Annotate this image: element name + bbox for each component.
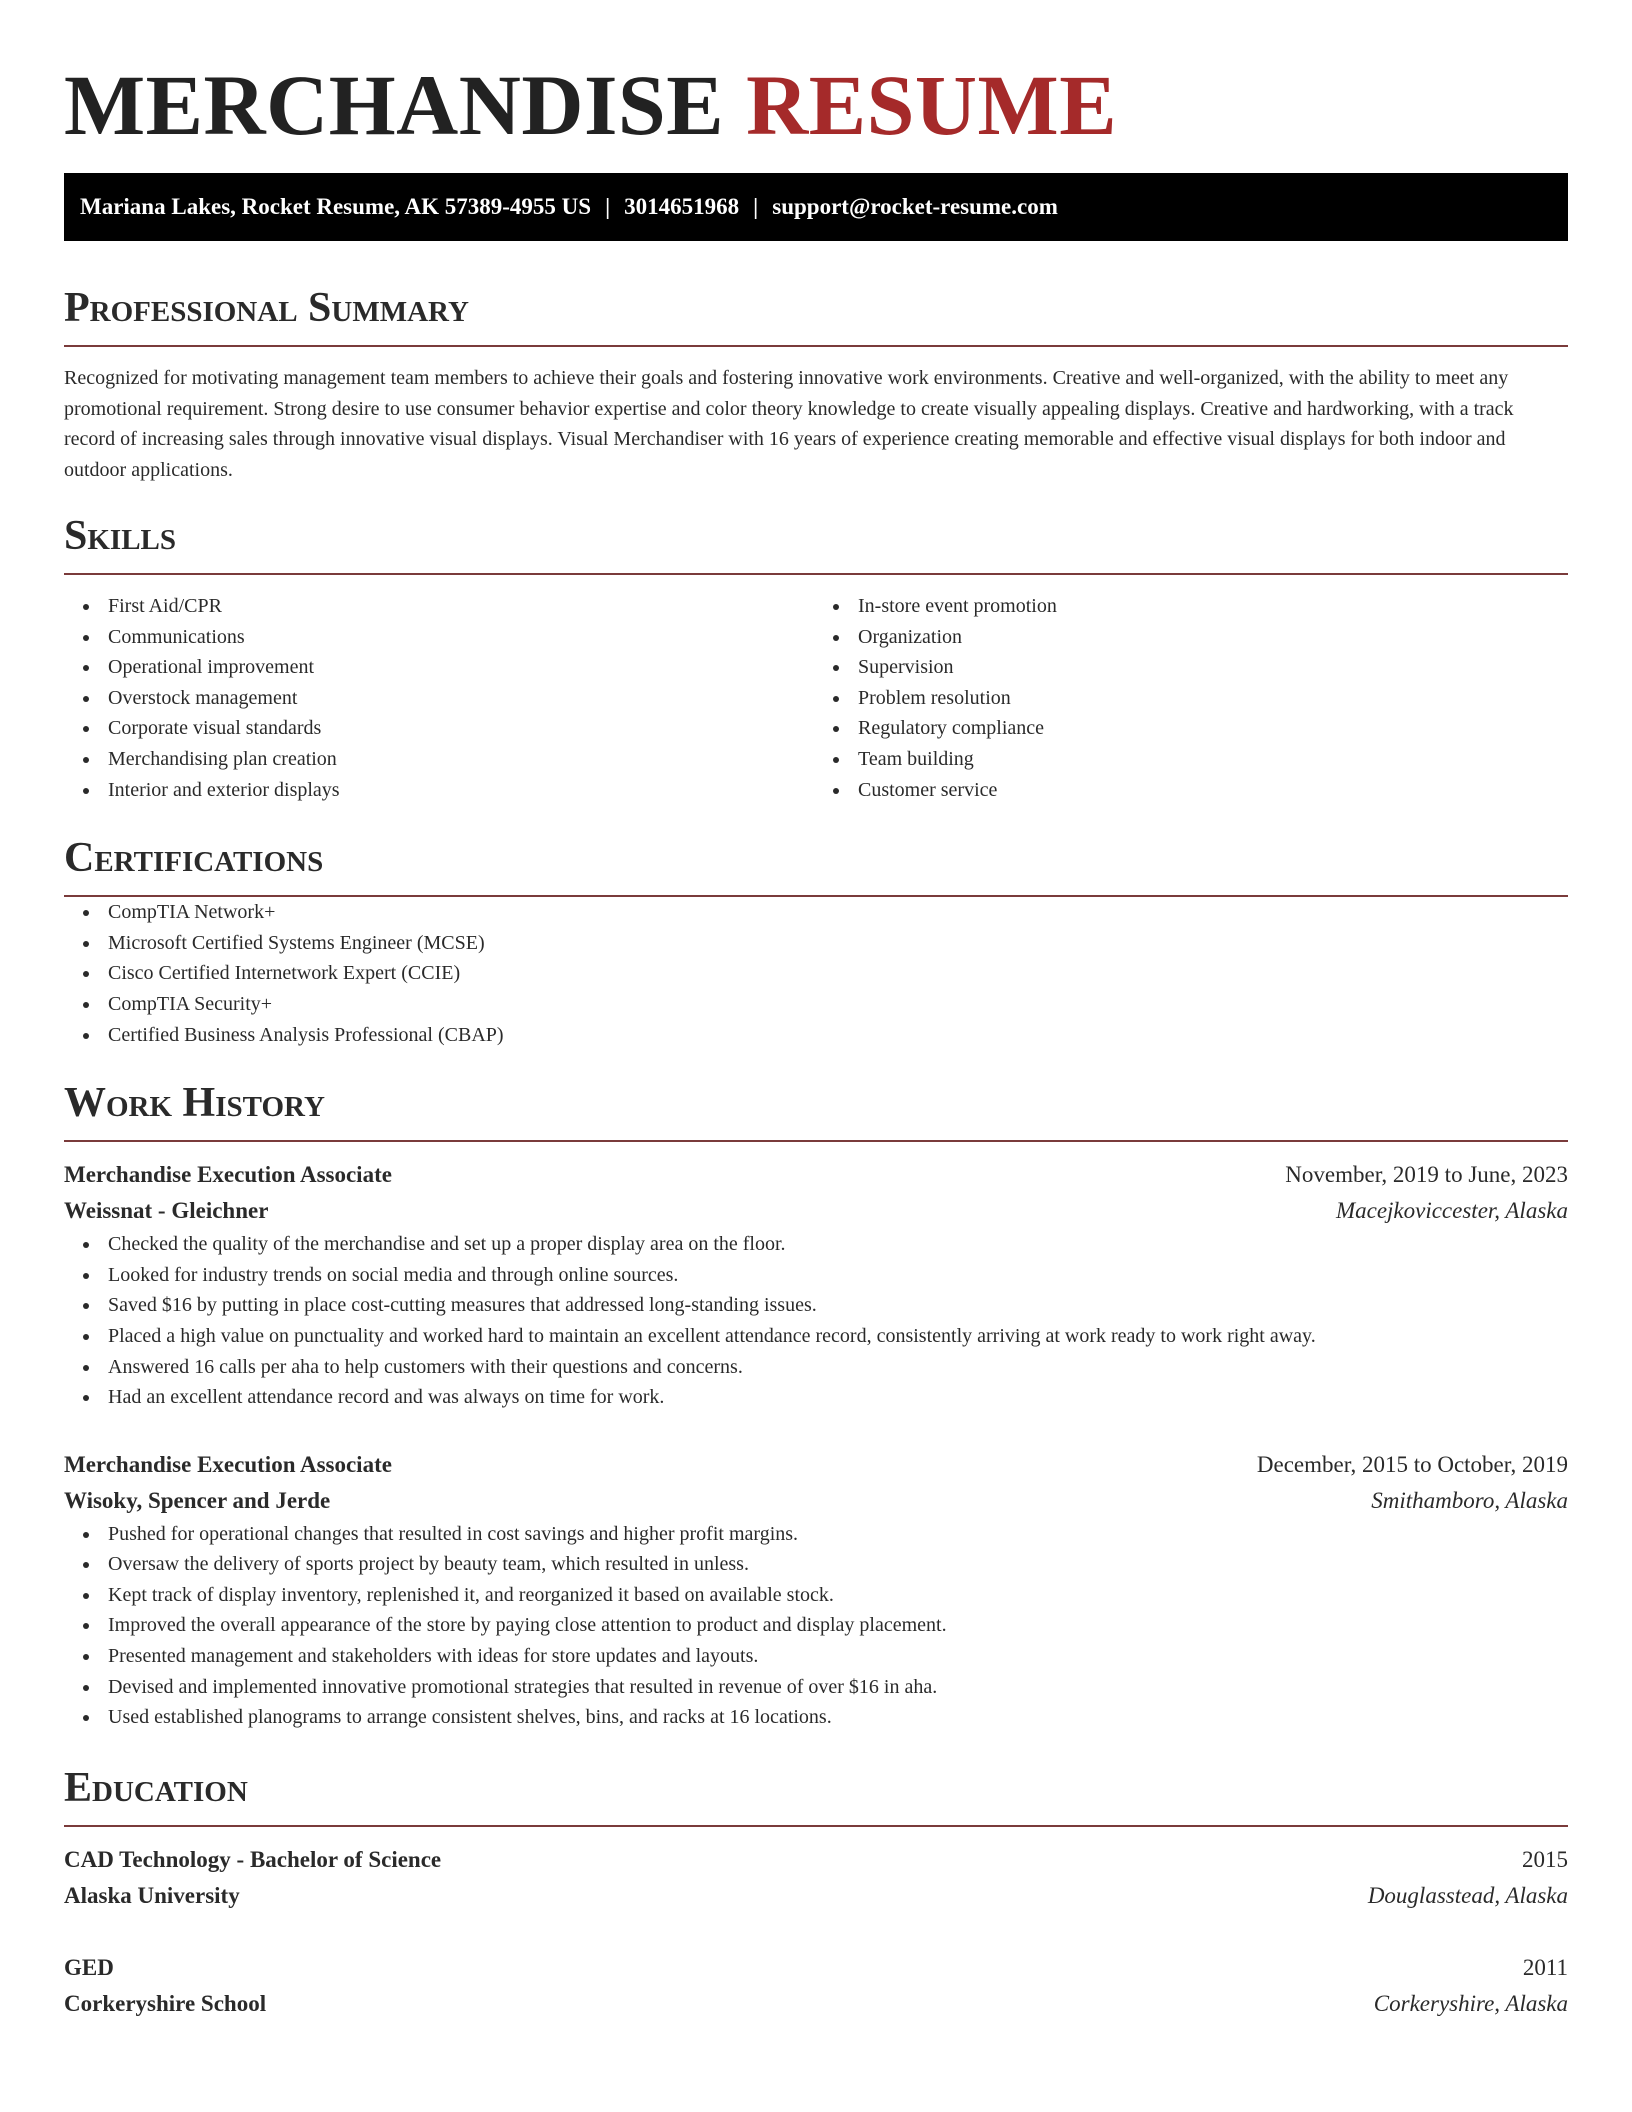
skill-item: Overstock management [64, 683, 816, 714]
skill-item: First Aid/CPR [64, 591, 816, 622]
certification-item: CompTIA Network+ [64, 897, 1568, 928]
job-bullet: Had an excellent attendance record and was always on time for work. [64, 1382, 1568, 1413]
skill-item: Corporate visual standards [64, 713, 816, 744]
education-degree-row [64, 1842, 1568, 1878]
education-year: 2011 [1522, 1954, 1568, 1980]
skill-item: Problem resolution [816, 683, 1568, 714]
job-bullet: Answered 16 calls per aha to help customers with their questions and concerns. [64, 1352, 1568, 1383]
contact-address: Mariana Lakes, Rocket Resume, AK 57389-4955 US [80, 194, 592, 219]
skill-item: Operational improvement [64, 652, 816, 683]
job-location: Smithamboro, Alaska [1371, 1487, 1568, 1513]
education-entry [64, 1950, 1568, 2022]
education-degree: GED [64, 1954, 114, 1980]
education-school: Alaska University [64, 1882, 240, 1908]
skill-item: Organization [816, 622, 1568, 653]
certification-item: Certified Business Analysis Professional (CBAP) [64, 1020, 1568, 1051]
skills-grid [64, 591, 1568, 805]
job-dates: December, 2015 to October, 2019 [1256, 1451, 1568, 1477]
job-bullet: Looked for industry trends on social media and through online sources. [64, 1260, 1568, 1291]
job-bullet-list [64, 1229, 1568, 1413]
contact-bar [64, 173, 1568, 241]
certifications-list [64, 897, 1568, 1050]
work-history-heading: Work History [64, 1078, 1568, 1142]
education-year: 2015 [1522, 1846, 1568, 1872]
job-dates: November, 2019 to June, 2023 [1285, 1162, 1568, 1188]
summary-text: Recognized for motivating management team members to achieve their goals and fostering innovative work environments. Creative and well-organized, with the ability to meet any promotional requirement. Strong desire to use consumer behavior expertise and color theory knowledge to create visually appealing displays. Creative and hardworking, with a track record of increasing sales through innovative visual displays. Visual Merchandiser with 16 years of experience creating memorable and effective visual displays for both indoor and outdoor applications. [64, 367, 1514, 481]
certifications-heading: Certifications [64, 833, 1568, 897]
job-company-row [64, 1193, 1568, 1229]
certification-item: Microsoft Certified Systems Engineer (MCSE) [64, 928, 1568, 959]
skill-item: Merchandising plan creation [64, 744, 816, 775]
certification-item: CompTIA Security+ [64, 989, 1568, 1020]
skill-item: Interior and exterior displays [64, 775, 816, 806]
skill-item: Regulatory compliance [816, 713, 1568, 744]
education-school-row [64, 1878, 1568, 1914]
skills-heading: Skills [64, 511, 1568, 575]
education-degree-row [64, 1950, 1568, 1986]
education-location: Corkeryshire, Alaska [1373, 1990, 1568, 2016]
title-accent: RESUME [746, 57, 1118, 153]
job-bullet: Pushed for operational changes that resulted in cost savings and higher profit margins. [64, 1519, 1568, 1550]
skill-item: In-store event promotion [816, 591, 1568, 622]
education-heading: Education [64, 1763, 1568, 1827]
job-title: Merchandise Execution Associate [64, 1451, 392, 1477]
contact-separator: | [753, 194, 759, 219]
job-company: Wisoky, Spencer and Jerde [64, 1487, 331, 1513]
job-bullet: Used established planograms to arrange consistent shelves, bins, and racks at 16 locations. [64, 1702, 1568, 1733]
skills-list-left [64, 591, 816, 805]
job-title-row [64, 1157, 1568, 1193]
contact-phone: 3014651968 [624, 194, 740, 219]
job-bullet: Improved the overall appearance of the store by paying close attention to product and display placement. [64, 1610, 1568, 1641]
job-bullet: Oversaw the delivery of sports project by beauty team, which resulted in unless. [64, 1549, 1568, 1580]
certification-item: Cisco Certified Internetwork Expert (CCIE) [64, 958, 1568, 989]
contact-separator: | [605, 194, 611, 219]
education-entry [64, 1842, 1568, 1914]
education-school: Corkeryshire School [64, 1990, 267, 2016]
job-location: Macejkoviccester, Alaska [1335, 1198, 1568, 1224]
job-bullet: Placed a high value on punctuality and worked hard to maintain an excellent attendance record, consistently arriving at work ready to work right away. [64, 1321, 1568, 1352]
job-bullet: Kept track of display inventory, replenished it, and reorganized it based on available stock. [64, 1580, 1568, 1611]
skill-item: Communications [64, 622, 816, 653]
education-school-row [64, 1986, 1568, 2022]
title-main: MERCHANDISE [64, 57, 725, 153]
skills-column-right [816, 591, 1568, 805]
job-bullet: Devised and implemented innovative promotional strategies that resulted in revenue of over $16 in aha. [64, 1672, 1568, 1703]
job-bullet: Checked the quality of the merchandise and set up a proper display area on the floor. [64, 1229, 1568, 1260]
job-bullet: Presented management and stakeholders with ideas for store updates and layouts. [64, 1641, 1568, 1672]
skill-item: Customer service [816, 775, 1568, 806]
contact-email: support@rocket-resume.com [772, 194, 1058, 219]
job-company: Weissnat - Gleichner [64, 1198, 269, 1224]
education-degree: CAD Technology - Bachelor of Science [64, 1846, 442, 1872]
job-title: Merchandise Execution Associate [64, 1162, 392, 1188]
job-entry [64, 1157, 1568, 1413]
skill-item: Team building [816, 744, 1568, 775]
skills-list-right [816, 591, 1568, 805]
job-company-row [64, 1483, 1568, 1519]
skills-column-left [64, 591, 816, 805]
job-entry [64, 1447, 1568, 1733]
skill-item: Supervision [816, 652, 1568, 683]
summary-heading: Professional Summary [64, 283, 1568, 347]
resume-title [64, 55, 1568, 155]
education-location: Douglasstead, Alaska [1367, 1882, 1568, 1908]
job-bullet-list [64, 1519, 1568, 1733]
job-bullet: Saved $16 by putting in place cost-cutting measures that addressed long-standing issues. [64, 1290, 1568, 1321]
job-title-row [64, 1447, 1568, 1483]
